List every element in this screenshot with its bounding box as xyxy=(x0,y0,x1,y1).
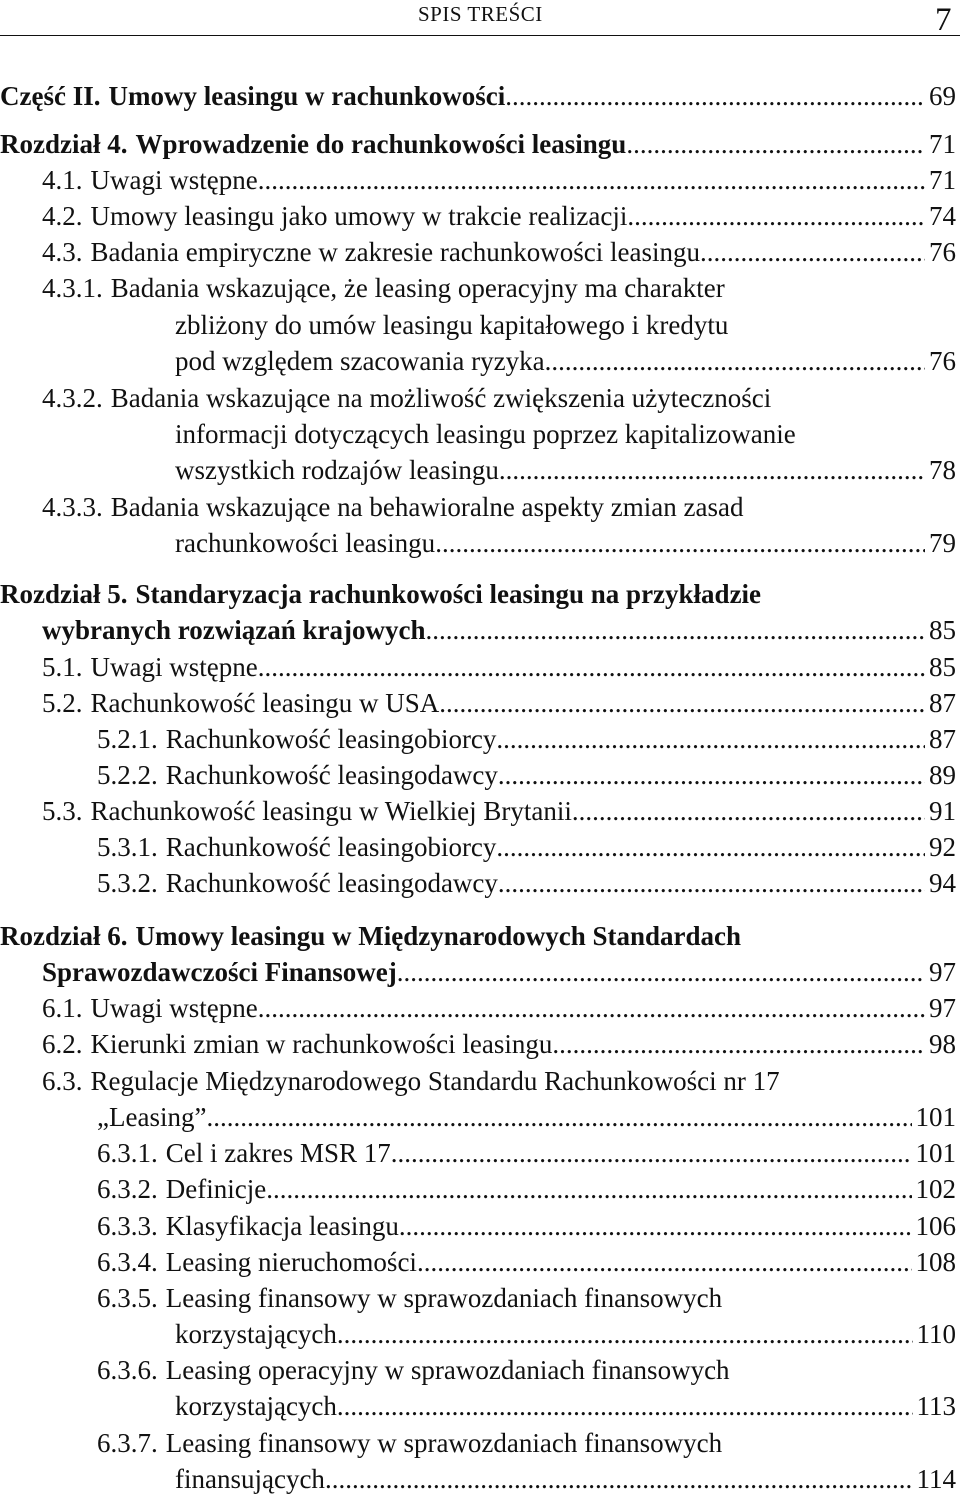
toc-entry-page: 94 xyxy=(929,868,956,898)
toc-entry xyxy=(0,793,956,829)
header-page-number: 7 xyxy=(935,2,952,38)
toc-entry-page: 76 xyxy=(929,237,956,267)
toc-entry-page: 110 xyxy=(916,1319,956,1349)
toc-entry-title: Rachunkowość leasingobiorcy xyxy=(165,724,497,754)
toc-entry xyxy=(0,343,956,379)
toc-entry-title: Uwagi wstępne xyxy=(90,165,258,195)
toc-leader-dots xyxy=(505,78,925,114)
toc-entry xyxy=(0,1135,956,1171)
toc-entry-number: 6.3.4. xyxy=(97,1247,158,1277)
toc-entry-title: Rachunkowość leasingodawcy xyxy=(165,760,498,790)
toc-entry xyxy=(0,1099,956,1135)
toc-entry-page: 87 xyxy=(929,688,956,718)
toc-entry-number: Rozdział 5. xyxy=(0,579,128,609)
toc-entry-page: 113 xyxy=(916,1391,956,1421)
toc-entry xyxy=(0,78,956,114)
toc-entry-page: 108 xyxy=(915,1247,956,1277)
toc-entry xyxy=(0,1280,956,1316)
toc-entry xyxy=(0,1316,956,1352)
toc-leader-dots xyxy=(498,757,925,793)
toc-entry xyxy=(0,576,956,612)
toc-entry-number: 4.3.3. xyxy=(42,492,103,522)
toc-entry-number: 5.3.1. xyxy=(97,832,158,862)
toc-leader-dots xyxy=(258,649,925,685)
toc-entry xyxy=(0,1425,956,1461)
toc-entry-title: Rachunkowość leasingu w USA xyxy=(90,688,440,718)
toc-entry-number: 5.1. xyxy=(42,652,83,682)
toc-entry-title: Leasing finansowy w sprawozdaniach finansowych xyxy=(165,1283,723,1313)
toc-entry-page: 78 xyxy=(929,455,956,485)
toc-leader-dots xyxy=(572,793,925,829)
toc-entry-page: 97 xyxy=(929,993,956,1023)
toc-entry-title: korzystających xyxy=(175,1391,337,1421)
toc-entry-number: 5.2.2. xyxy=(97,760,158,790)
toc-leader-dots xyxy=(337,1388,913,1424)
toc-entry xyxy=(0,307,956,343)
toc-entry-number: 4.3.1. xyxy=(42,273,103,303)
toc-entry-title: Leasing nieruchomości xyxy=(165,1247,417,1277)
toc-leader-dots xyxy=(206,1099,911,1135)
toc-entry-title: Cel i zakres MSR 17 xyxy=(165,1138,391,1168)
toc-leader-dots xyxy=(266,1171,911,1207)
toc-entry-title: Sprawozdawczości Finansowej xyxy=(42,957,397,987)
toc-entry-page: 89 xyxy=(929,760,956,790)
header-title: SPIS TREŚCI xyxy=(418,2,543,26)
toc-entry-number: 6.3.6. xyxy=(97,1355,158,1385)
toc-leader-dots xyxy=(258,162,925,198)
toc-entry-page: 74 xyxy=(929,201,956,231)
toc-entry xyxy=(0,270,956,306)
toc-entry-number: 6.3. xyxy=(42,1066,83,1096)
toc-entry xyxy=(0,721,956,757)
toc-leader-dots xyxy=(439,685,925,721)
toc-entry-number: 6.3.5. xyxy=(97,1283,158,1313)
toc-entry-number: 5.2. xyxy=(42,688,83,718)
toc-entry-title: rachunkowości leasingu xyxy=(175,528,436,558)
toc-entry-number: 6.3.7. xyxy=(97,1428,158,1458)
toc-entry-number: 6.3.3. xyxy=(97,1211,158,1241)
toc-entry-title: korzystających xyxy=(175,1319,337,1349)
toc-leader-dots xyxy=(499,452,925,488)
toc-entry-title: pod względem szacowania ryzyka xyxy=(175,346,545,376)
toc-entry-page: 114 xyxy=(916,1464,956,1494)
toc-entry-page: 102 xyxy=(915,1174,956,1204)
toc-entry-title: Badania empiryczne w zakresie rachunkowości leasingu xyxy=(90,237,701,267)
toc-leader-dots xyxy=(627,198,925,234)
toc-entry xyxy=(0,1063,956,1099)
toc-entry-number: 4.3. xyxy=(42,237,83,267)
toc-entry xyxy=(0,452,956,488)
toc-entry-number: Część II. xyxy=(0,81,101,111)
toc-entry-title: Badania wskazujące na możliwość zwiększenia użyteczności xyxy=(110,383,772,413)
toc-entry xyxy=(0,162,956,198)
toc-entry-title: Badania wskazujące na behawioralne aspekty zmian zasad xyxy=(110,492,744,522)
toc-entry-page: 79 xyxy=(929,528,956,558)
toc-entry xyxy=(0,380,956,416)
toc-leader-dots xyxy=(498,865,925,901)
toc-entry-title: Wprowadzenie do rachunkowości leasingu xyxy=(135,129,627,159)
toc-entry xyxy=(0,489,956,525)
toc-entry-title: Rachunkowość leasingobiorcy xyxy=(165,832,497,862)
toc-leader-dots xyxy=(325,1461,913,1497)
toc-entry xyxy=(0,685,956,721)
toc-entry xyxy=(0,126,956,162)
toc-entry xyxy=(0,525,956,561)
toc-entry xyxy=(0,1352,956,1388)
toc-entry-page: 106 xyxy=(915,1211,956,1241)
toc-leader-dots xyxy=(496,829,925,865)
toc-entry xyxy=(0,1461,956,1497)
toc-entry-number: 5.2.1. xyxy=(97,724,158,754)
toc-entry-title: Definicje xyxy=(165,1174,267,1204)
toc-entry xyxy=(0,198,956,234)
toc-leader-dots xyxy=(425,612,925,648)
toc-entry-page: 69 xyxy=(929,81,956,111)
toc-entry xyxy=(0,612,956,648)
toc-entry-title: Umowy leasingu jako umowy w trakcie realizacji xyxy=(90,201,628,231)
toc-entry-number: 6.2. xyxy=(42,1029,83,1059)
toc-entry-title: Umowy leasingu w rachunkowości xyxy=(108,81,506,111)
toc-entry-title: Leasing operacyjny w sprawozdaniach finansowych xyxy=(165,1355,730,1385)
toc-entry-title: Rachunkowość leasingodawcy xyxy=(165,868,498,898)
toc-entry-title: Klasyfikacja leasingu xyxy=(165,1211,399,1241)
toc-entry-title: Badania wskazujące, że leasing operacyjny ma charakter xyxy=(110,273,725,303)
toc-entry-title: Regulacje Międzynarodowego Standardu Rachunkowości nr 17 xyxy=(90,1066,780,1096)
toc-entry-page: 97 xyxy=(929,957,956,987)
toc-leader-dots xyxy=(700,234,925,270)
toc-leader-dots xyxy=(545,343,925,379)
toc-entry xyxy=(0,1171,956,1207)
toc-entry-title: wszystkich rodzajów leasingu xyxy=(175,455,499,485)
toc-entry-title: Uwagi wstępne xyxy=(90,652,258,682)
toc-entry-title: Uwagi wstępne xyxy=(90,993,258,1023)
toc-entry-page: 101 xyxy=(915,1102,956,1132)
header-rule xyxy=(0,35,960,36)
toc-leader-dots xyxy=(626,126,925,162)
toc-entry-page: 91 xyxy=(929,796,956,826)
toc-entry xyxy=(0,954,956,990)
toc-entry-number: Rozdział 6. xyxy=(0,921,128,951)
toc-entry-page: 87 xyxy=(929,724,956,754)
toc-entry-page: 71 xyxy=(929,129,956,159)
toc-entry xyxy=(0,990,956,1026)
toc-entry xyxy=(0,918,956,954)
toc-entry-number: 4.1. xyxy=(42,165,83,195)
toc-entry-number: 6.1. xyxy=(42,993,83,1023)
toc-entry xyxy=(0,865,956,901)
toc-entry-page: 85 xyxy=(929,652,956,682)
toc-entry-number: Rozdział 4. xyxy=(0,129,128,159)
toc-entry xyxy=(0,1244,956,1280)
toc-entry-title: Umowy leasingu w Międzynarodowych Standardach xyxy=(135,921,742,951)
toc-leader-dots xyxy=(397,954,925,990)
toc-entry xyxy=(0,1026,956,1062)
toc-leader-dots xyxy=(391,1135,912,1171)
toc-entry-title: Rachunkowość leasingu w Wielkiej Brytanii xyxy=(90,796,572,826)
toc-entry-number: 5.3.2. xyxy=(97,868,158,898)
toc-entry-page: 98 xyxy=(929,1029,956,1059)
toc-entry-number: 6.3.2. xyxy=(97,1174,158,1204)
toc-entry-number: 5.3. xyxy=(42,796,83,826)
toc-leader-dots xyxy=(552,1026,925,1062)
toc-leader-dots xyxy=(399,1208,912,1244)
toc-entry-page: 101 xyxy=(915,1138,956,1168)
toc-leader-dots xyxy=(496,721,925,757)
toc-entry-title: Leasing finansowy w sprawozdaniach finansowych xyxy=(165,1428,723,1458)
toc-entry xyxy=(0,1208,956,1244)
toc-entry xyxy=(0,416,956,452)
toc-entry-page: 76 xyxy=(929,346,956,376)
toc-entry xyxy=(0,234,956,270)
toc-entry-title: „Leasing” xyxy=(97,1102,207,1132)
toc-entry-number: 4.2. xyxy=(42,201,83,231)
toc-entry xyxy=(0,829,956,865)
toc-entry-title: wybranych rozwiązań krajowych xyxy=(42,615,426,645)
toc-entry-title: Standaryzacja rachunkowości leasingu na przykładzie xyxy=(135,579,762,609)
toc-entry-title: informacji dotyczących leasingu poprzez kapitalizowanie xyxy=(175,419,796,449)
toc-entry xyxy=(0,757,956,793)
toc-entry xyxy=(0,1388,956,1424)
toc-leader-dots xyxy=(435,525,925,561)
toc-leader-dots xyxy=(337,1316,913,1352)
toc-entry xyxy=(0,649,956,685)
toc-entry-page: 71 xyxy=(929,165,956,195)
toc-entry-page: 85 xyxy=(929,615,956,645)
toc-leader-dots xyxy=(258,990,925,1026)
toc-entry-page: 92 xyxy=(929,832,956,862)
toc-entry-title: zbliżony do umów leasingu kapitałowego i kredytu xyxy=(175,310,729,340)
toc-entry-number: 6.3.1. xyxy=(97,1138,158,1168)
toc-leader-dots xyxy=(417,1244,912,1280)
toc-entry-title: finansujących xyxy=(175,1464,325,1494)
toc-entry-title: Kierunki zmian w rachunkowości leasingu xyxy=(90,1029,553,1059)
toc-entry-number: 4.3.2. xyxy=(42,383,103,413)
